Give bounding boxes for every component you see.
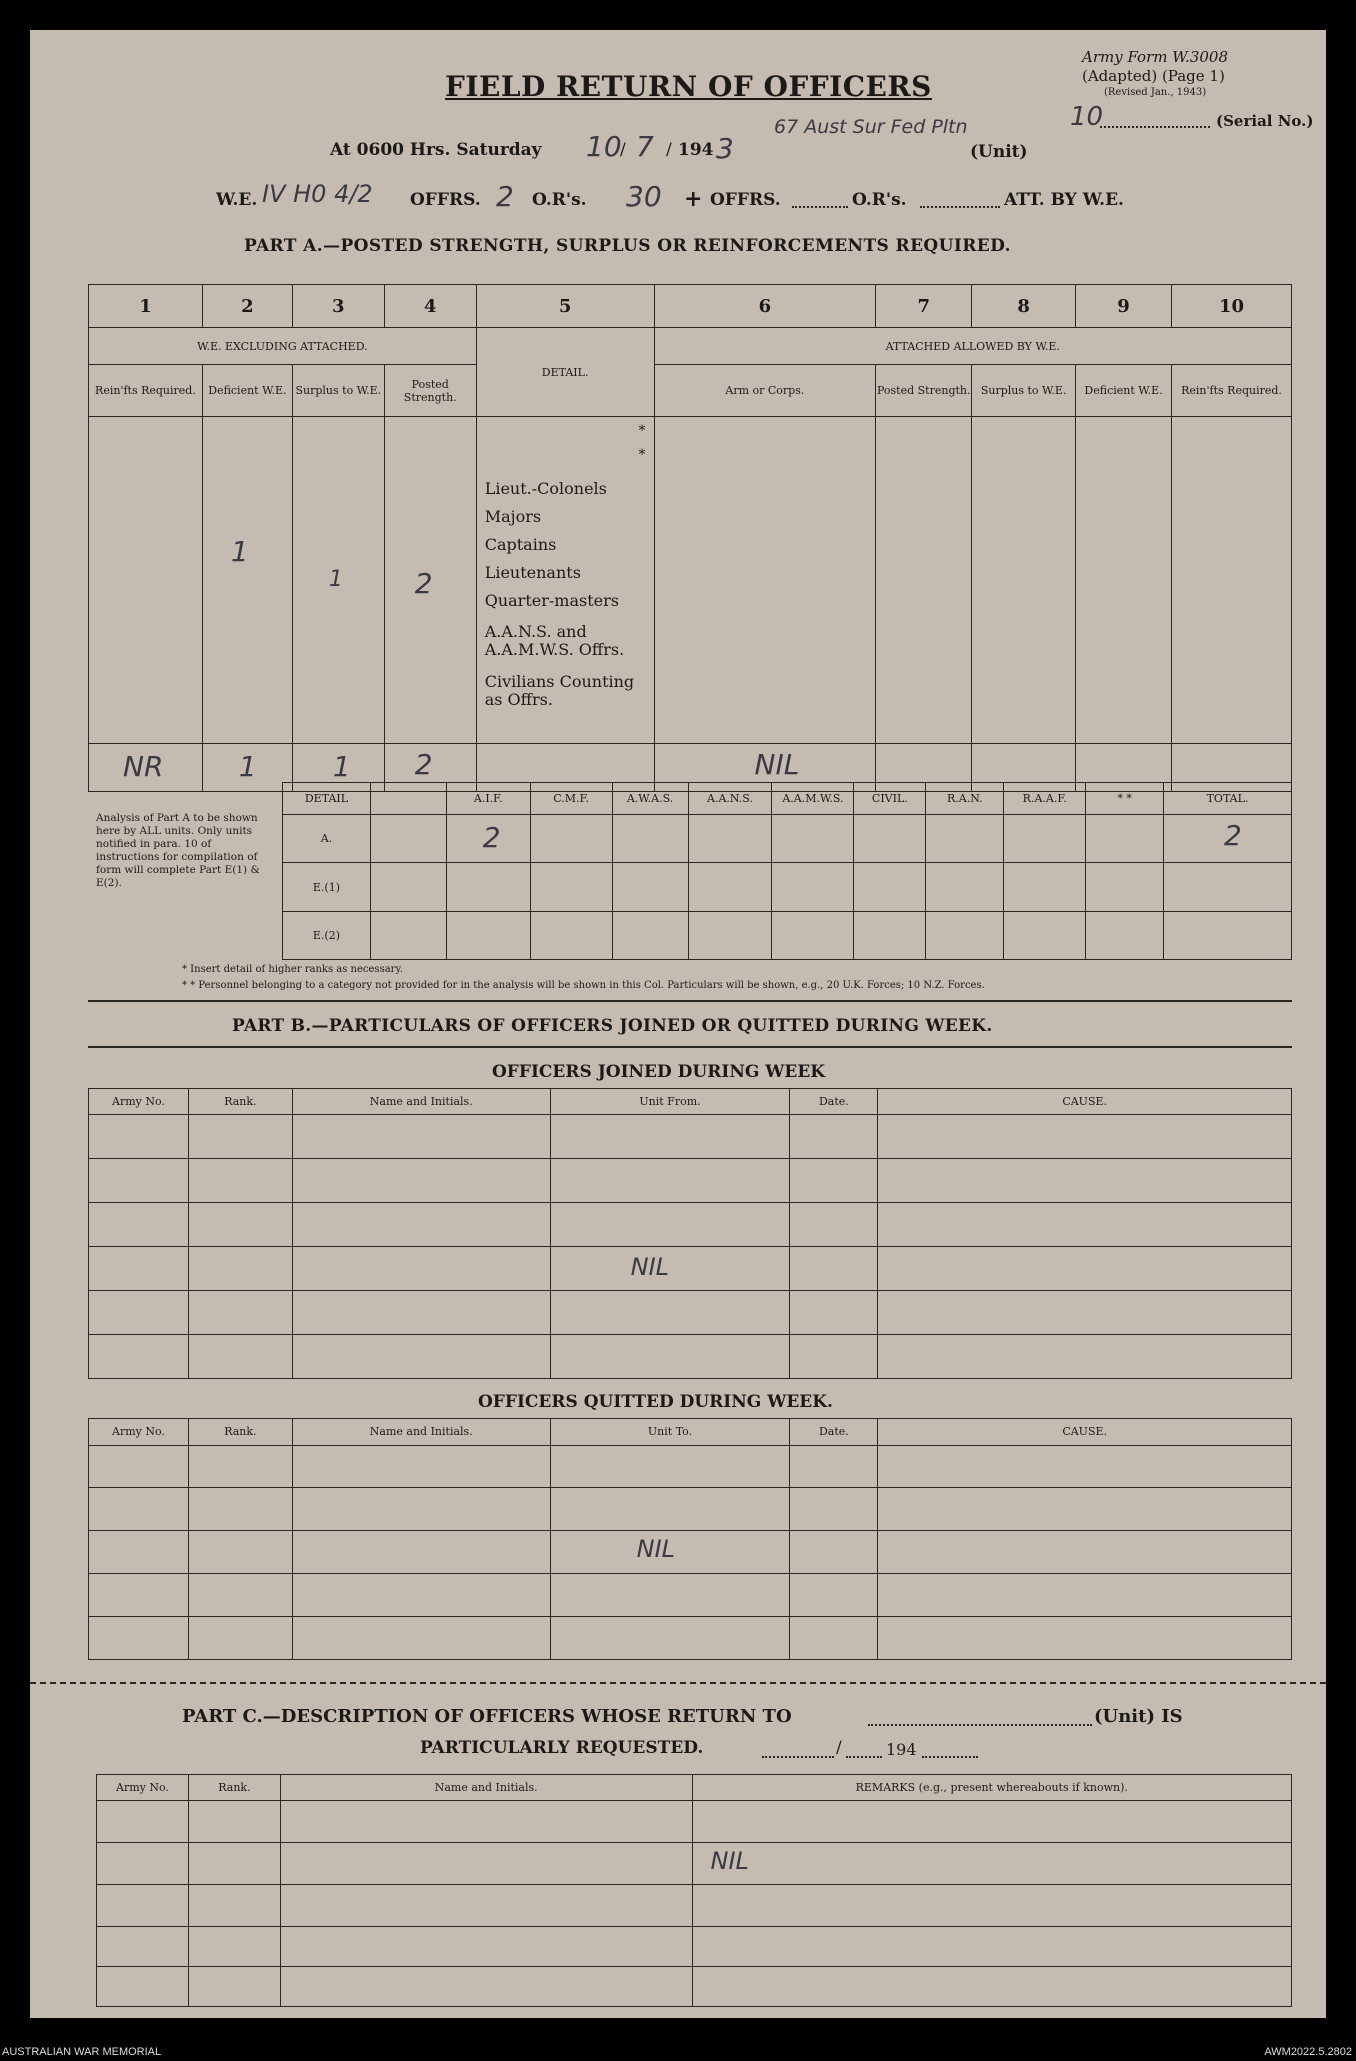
form-cell — [202, 417, 292, 744]
part-c-year: 194 — [886, 1740, 917, 1759]
form-cell — [878, 1574, 1292, 1617]
serial-line — [1100, 126, 1210, 128]
form-cell — [926, 911, 1004, 959]
form-cell — [550, 1203, 790, 1247]
form-cell — [292, 1335, 550, 1379]
col-head: Deficient W.E. — [202, 365, 292, 417]
form-cell — [790, 1203, 878, 1247]
form-cell — [292, 1531, 550, 1574]
date-day: 10 — [586, 130, 622, 163]
form-cell — [550, 1159, 790, 1203]
joined-head: CAUSE. — [878, 1089, 1292, 1115]
quitted-head: Rank. — [188, 1419, 292, 1446]
form-cell — [280, 1885, 692, 1927]
form-cell — [188, 1159, 292, 1203]
form-cell — [188, 1115, 292, 1159]
footnote-2: * * Personnel belonging to a category not provided for in the analysis will be shown in this Col. Particulars will be shown, e.g., 20 U.K. Forces; 10 N.Z. Forces. — [182, 980, 985, 991]
form-cell — [89, 1115, 189, 1159]
form-cell — [446, 815, 530, 863]
unit-label: (Unit) — [970, 142, 1028, 162]
rank-label: Lieut.-Colonels — [484, 479, 607, 499]
part-c-head: Name and Initials. — [280, 1775, 692, 1801]
ranks-body-row — [89, 417, 1292, 744]
col-head: Posted Strength. — [876, 365, 972, 417]
form-cell — [384, 417, 476, 744]
col-num: 3 — [292, 285, 384, 328]
analysis-head: R.A.A.F. — [1004, 783, 1086, 815]
form-cell — [854, 815, 926, 863]
form-cell — [188, 1843, 280, 1885]
form-cell — [772, 815, 854, 863]
analysis-head: R.A.N. — [926, 783, 1004, 815]
part-b-title: PART B.—PARTICULARS OF OFFICERS JOINED OR QUITTED DURING WEEK. — [232, 1016, 993, 1036]
form-cell — [446, 863, 530, 911]
col-head: Rein'fts Required. — [1172, 365, 1292, 417]
unit-value: 67 Aust Sur Fed Pltn — [774, 116, 968, 138]
quitted-nil: NIL — [636, 1535, 676, 1564]
form-cell — [878, 1335, 1292, 1379]
ors-label: O.R's. — [532, 190, 587, 210]
analysis-head — [370, 783, 446, 815]
col-number-row — [89, 285, 1292, 328]
form-cell — [612, 863, 688, 911]
form-cell — [89, 1159, 189, 1203]
analysis-head: * * — [1086, 783, 1164, 815]
form-cell — [790, 1488, 878, 1531]
form-cell — [654, 417, 876, 744]
rank-label: Quarter-masters — [484, 591, 619, 611]
form-cell — [188, 1801, 280, 1843]
form-cell — [550, 1574, 790, 1617]
form-cell — [1004, 863, 1086, 911]
form-cell — [280, 1843, 692, 1885]
offrs-value: 2 — [496, 180, 514, 213]
form-cell — [550, 1335, 790, 1379]
offrs2-label: OFFRS. — [710, 190, 781, 210]
part-c-table — [96, 1774, 1292, 2007]
form-cell — [292, 1445, 550, 1488]
col-num: 4 — [384, 285, 476, 328]
form-cell — [97, 1927, 189, 1967]
form-cell — [370, 815, 446, 863]
quitted-head: Name and Initials. — [292, 1419, 550, 1446]
form-id-line1: Army Form W.3008 — [1082, 48, 1228, 66]
form-cell — [188, 1488, 292, 1531]
total-col4: 2 — [414, 748, 433, 782]
analysis-head: DETAIL — [283, 783, 371, 815]
form-cell — [854, 911, 926, 959]
form-cell — [530, 911, 612, 959]
quitted-head: Date. — [790, 1419, 878, 1446]
joined-head: Date. — [790, 1089, 878, 1115]
analysis-head: C.M.F. — [530, 783, 612, 815]
form-cell — [688, 815, 772, 863]
form-cell — [878, 1115, 1292, 1159]
form-cell — [292, 1247, 550, 1291]
form-cell — [89, 1531, 189, 1574]
form-cell — [292, 1115, 550, 1159]
form-cell — [188, 1531, 292, 1574]
col-head: Surplus to W.E. — [292, 365, 384, 417]
rank-label: Lieutenants — [484, 563, 581, 583]
form-cell — [188, 1885, 280, 1927]
page-title: FIELD RETURN OF OFFICERS — [445, 70, 932, 103]
form-cell — [292, 1574, 550, 1617]
col-num: 10 — [1172, 285, 1292, 328]
ors-value: 30 — [626, 180, 662, 213]
col-head: Rein'fts Required. — [89, 365, 203, 417]
form-cell — [878, 1159, 1292, 1203]
joined-head: Rank. — [188, 1089, 292, 1115]
form-cell — [692, 1967, 1292, 2007]
year-suffix: 3 — [716, 132, 734, 165]
footnote-1: * Insert detail of higher ranks as necessary. — [182, 964, 403, 975]
form-cell — [1086, 911, 1164, 959]
total-col1: NR — [123, 750, 164, 784]
form-cell — [790, 1291, 878, 1335]
form-cell — [790, 1617, 878, 1660]
analysis-head: A.A.M.W.S. — [772, 783, 854, 815]
col-head: Surplus to W.E. — [972, 365, 1076, 417]
form-cell — [89, 1247, 189, 1291]
analysis-head: TOTAL. — [1164, 783, 1292, 815]
ors2-label: O.R's. — [852, 190, 907, 210]
form-cell — [89, 1488, 189, 1531]
form-cell — [292, 1488, 550, 1531]
quitted-table — [88, 1418, 1292, 1660]
form-paper: Army Form W.3008 (Adapted) (Page 1) (Revised Jan., 1943) FIELD RETURN OF OFFICERS 10 (Serial No.) At 0600 Hrs. Saturday 10 / 7 / 194 3 67 Aust Sur Fed Pltn (Unit) W.E. IV H0 4/2 OFFRS. 2 O.R's. 30 + OFFRS. O.R's. ATT. BY W.E. PART A.—POSTED STRENGTH, SURPLUS OR REINFORCEMENTS REQUIRED. 1 2 3 4 5 6 7 8 9 10 W.E. EXCLUDING ATTACHED. DETAIL. ATTACHED ALLOWED BY W.E. Rein'fts Required. Deficient W.E. Surplus to W.E. Posted Strength. Arm or Corps. Posted Strength. Surplus to W.E. Deficient W.E. Rein'fts Required. 1 1 2 * * Lieut.-Colonels Majors Captains Lieutenants Quarter-masters A.A.N.S. and A.A.M.W.S. Offrs. Civilians Counting as Offrs. NR 1 1 2 NIL Analysis of Part A to be shown here by ALL units. Only units notified in para. 10 of instructions for compilation of form will complete Part E(1) & E(2). DETAIL A.I.F. C.M.F. A.W.A.S. A.A.N.S. A.A.M.W.S. CIVIL. R.A.N. R.A.A.F. * * TOTAL. A. 2 2 E.(1) E.(2) * Insert detail of higher ranks as necessary. * * Personnel belonging to a category not provided for in the analysis will be shown in this Col. Particulars will be shown, e.g., 20 U.K. Forces; 10 N.Z. Forces. PART B.—PARTICULARS OF OFFICERS JOINED OR QUITTED DURING WEEK. OFFICERS JOINED DURING WEEK Army No. Rank. Name and Initials. Unit From. Date. CAUSE. NIL OFFICERS QUITTED DURING WEEK. Army No. Rank. Name and Initials. Unit To. Date. CAUSE. NIL PART C.—DESCRIPTION OF OFFICERS WHOSE RETURN TO (Unit) IS PARTICULARLY REQUESTED. / 194 Army No. Rank. Name and Initials. REMARKS (e.g., present whereabouts if known). NIL — [30, 30, 1326, 2018]
part-c-unit-line — [868, 1724, 1092, 1726]
form-cell — [530, 815, 612, 863]
form-cell — [370, 911, 446, 959]
detail-header: DETAIL. — [476, 328, 654, 417]
form-cell — [972, 417, 1076, 744]
form-cell — [688, 911, 772, 959]
form-cell — [446, 911, 530, 959]
form-cell — [370, 863, 446, 911]
form-cell — [692, 1801, 1292, 1843]
form-cell — [1086, 863, 1164, 911]
quitted-head: Army No. — [89, 1419, 189, 1446]
form-cell — [790, 1159, 878, 1203]
form-cell — [550, 1617, 790, 1660]
footer-right: AWM2022.5.2802 — [1264, 2046, 1352, 2058]
part-a-table — [88, 284, 1292, 792]
joined-head: Army No. — [89, 1089, 189, 1115]
form-cell — [292, 1617, 550, 1660]
joined-head: Unit From. — [550, 1089, 790, 1115]
form-cell — [878, 1203, 1292, 1247]
we-label: W.E. — [216, 190, 258, 210]
form-cell — [89, 1335, 189, 1379]
form-cell — [1172, 417, 1292, 744]
form-cell — [188, 1967, 280, 2007]
form-cell — [97, 1885, 189, 1927]
form-cell — [612, 911, 688, 959]
form-cell — [188, 1927, 280, 1967]
col-num: 5 — [476, 285, 654, 328]
form-cell — [878, 1531, 1292, 1574]
form-cell — [292, 1203, 550, 1247]
tear-line — [30, 1682, 1326, 1684]
form-cell — [550, 1531, 790, 1574]
form-cell — [550, 1488, 790, 1531]
form-cell — [89, 1203, 189, 1247]
form-cell — [89, 744, 203, 792]
form-cell — [878, 1445, 1292, 1488]
offrs-label: OFFRS. — [410, 190, 481, 210]
part-c-title-2: PARTICULARLY REQUESTED. — [420, 1738, 704, 1758]
joined-nil: NIL — [630, 1253, 670, 1281]
form-cell — [878, 1617, 1292, 1660]
serial-value: 10 — [1070, 102, 1104, 132]
analysis-table — [282, 782, 1292, 960]
rank-label: Civilians Counting as Offrs. — [484, 672, 635, 710]
rank-label: Captains — [484, 535, 557, 555]
total-a-value: 2 — [1224, 819, 1242, 853]
form-cell — [188, 1574, 292, 1617]
part-c-head: Rank. — [188, 1775, 280, 1801]
form-cell — [550, 1445, 790, 1488]
form-cell — [790, 1445, 878, 1488]
joined-table — [88, 1088, 1292, 1379]
part-c-year-line — [922, 1756, 978, 1758]
offrs2-line — [792, 206, 848, 208]
col-num: 9 — [1076, 285, 1172, 328]
form-cell — [188, 1445, 292, 1488]
form-cell — [280, 1927, 692, 1967]
form-cell — [1004, 911, 1086, 959]
col-num: 6 — [654, 285, 876, 328]
attached-allowed-header: ATTACHED ALLOWED BY W.E. — [654, 328, 1291, 365]
part-c-nil: NIL — [710, 1847, 749, 1875]
form-cell — [188, 1617, 292, 1660]
form-cell — [772, 863, 854, 911]
serial-label: (Serial No.) — [1216, 112, 1314, 130]
divider — [88, 1000, 1292, 1002]
form-cell — [692, 1927, 1292, 1967]
part-c-slash: / — [836, 1738, 842, 1758]
form-cell — [926, 863, 1004, 911]
form-cell — [188, 1247, 292, 1291]
analysis-row-label: E.(2) — [283, 911, 371, 959]
hw-col4: 2 — [414, 567, 433, 601]
form-cell — [692, 1885, 1292, 1927]
total-col3: 1 — [332, 750, 351, 784]
form-cell — [530, 863, 612, 911]
form-cell — [292, 417, 384, 744]
form-cell — [550, 1115, 790, 1159]
form-cell — [550, 1291, 790, 1335]
part-c-date-line — [762, 1756, 834, 1758]
ranks-list: * * Lieut.-Colonels Majors Captains Lieutenants Quarter-masters A.A.N.S. and A.A.M.W.S. Offrs. Civilians Counting as Offrs. — [476, 417, 654, 744]
form-cell — [878, 1291, 1292, 1335]
ors2-line — [920, 206, 1000, 208]
col-head: Posted Strength. — [384, 365, 476, 417]
form-cell — [550, 1247, 790, 1291]
form-cell — [292, 1291, 550, 1335]
part-c-unit-is: (Unit) IS — [1094, 1706, 1183, 1727]
form-cell — [89, 1291, 189, 1335]
analysis-head: A.I.F. — [446, 783, 530, 815]
form-cell — [926, 815, 1004, 863]
quitted-title: OFFICERS QUITTED DURING WEEK. — [478, 1392, 833, 1412]
part-a-title: PART A.—POSTED STRENGTH, SURPLUS OR REINFORCEMENTS REQUIRED. — [244, 236, 1011, 256]
form-cell — [280, 1801, 692, 1843]
col-num: 7 — [876, 285, 972, 328]
year-prefix: 194 — [678, 140, 714, 160]
at-label: At 0600 Hrs. Saturday — [330, 140, 542, 160]
form-cell — [188, 1335, 292, 1379]
date-month: 7 — [636, 130, 654, 163]
part-c-head: Army No. — [97, 1775, 189, 1801]
form-cell — [97, 1801, 189, 1843]
form-cell — [280, 1967, 692, 2007]
analysis-row-label: E.(1) — [283, 863, 371, 911]
joined-head: Name and Initials. — [292, 1089, 550, 1115]
we-value: IV H0 4/2 — [262, 180, 373, 208]
footer-left: AUSTRALIAN WAR MEMORIAL — [2, 2046, 162, 2058]
form-cell — [688, 863, 772, 911]
form-cell — [1164, 863, 1292, 911]
analysis-note: Analysis of Part A to be shown here by ALL units. Only units notified in para. 10 of instructions for compilation of form will complete Part E(1) & E(2). — [96, 812, 260, 889]
form-cell — [97, 1967, 189, 2007]
form-cell — [772, 911, 854, 959]
rank-label: Majors — [484, 507, 542, 527]
form-cell — [878, 1247, 1292, 1291]
form-cell — [89, 1445, 189, 1488]
part-c-date-line2 — [846, 1756, 882, 1758]
hw-col2: 1 — [230, 535, 249, 569]
rank-label: A.A.N.S. and A.A.M.W.S. Offrs. — [484, 622, 625, 660]
form-cell — [790, 1115, 878, 1159]
divider — [88, 1046, 1292, 1048]
form-cell — [790, 1247, 878, 1291]
analysis-row-label: A. — [283, 815, 371, 863]
att-label: ATT. BY W.E. — [1004, 190, 1124, 210]
part-c-head: REMARKS (e.g., present whereabouts if known). — [692, 1775, 1292, 1801]
plus-sign: + — [684, 186, 703, 212]
analysis-head: A.A.N.S. — [688, 783, 772, 815]
form-cell — [89, 1574, 189, 1617]
form-cell — [292, 1159, 550, 1203]
we-excluding-header: W.E. EXCLUDING ATTACHED. — [89, 328, 477, 365]
form-cell — [854, 863, 926, 911]
form-cell — [790, 1335, 878, 1379]
form-cell — [876, 417, 972, 744]
form-cell — [790, 1574, 878, 1617]
part-c-title-1: PART C.—DESCRIPTION OF OFFICERS WHOSE RETURN TO — [182, 1706, 792, 1727]
col-num: 2 — [202, 285, 292, 328]
analysis-head: CIVIL. — [854, 783, 926, 815]
col-num: 1 — [89, 285, 203, 328]
joined-title: OFFICERS JOINED DURING WEEK — [492, 1062, 826, 1082]
form-cell — [1164, 911, 1292, 959]
form-cell — [188, 1203, 292, 1247]
form-id-line2: (Adapted) (Page 1) — [1082, 67, 1225, 85]
form-cell — [692, 1843, 1292, 1885]
form-cell — [188, 1291, 292, 1335]
form-id-line3: (Revised Jan., 1943) — [1104, 87, 1207, 98]
form-cell — [1164, 815, 1292, 863]
arm-corps-header: Arm or Corps. — [654, 365, 876, 417]
quitted-head: Unit To. — [550, 1419, 790, 1446]
form-cell — [1004, 815, 1086, 863]
form-cell — [89, 417, 203, 744]
form-cell — [97, 1843, 189, 1885]
form-cell — [202, 744, 292, 792]
col-head: Deficient W.E. — [1076, 365, 1172, 417]
hw-col3: 1 — [328, 567, 343, 593]
form-cell — [1086, 815, 1164, 863]
aif-a-value: 2 — [482, 821, 501, 855]
form-cell — [1076, 417, 1172, 744]
quitted-head: CAUSE. — [878, 1419, 1292, 1446]
total-nil: NIL — [754, 748, 800, 782]
form-cell — [89, 1617, 189, 1660]
form-cell — [612, 815, 688, 863]
col-num: 8 — [972, 285, 1076, 328]
form-cell — [790, 1531, 878, 1574]
analysis-head: A.W.A.S. — [612, 783, 688, 815]
form-cell — [878, 1488, 1292, 1531]
total-col2: 1 — [238, 750, 257, 784]
